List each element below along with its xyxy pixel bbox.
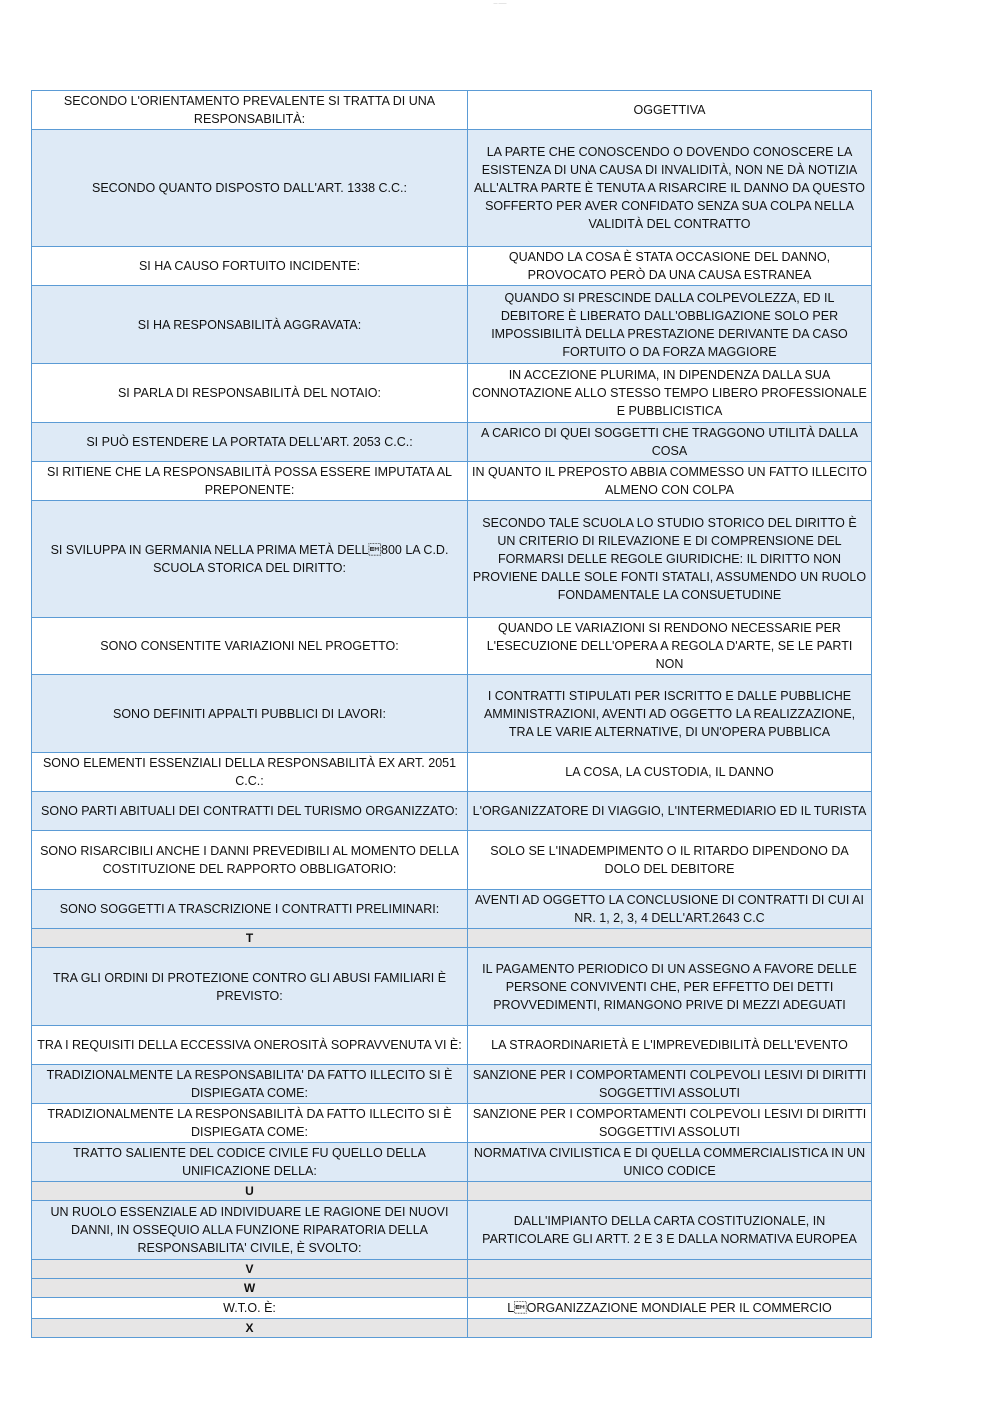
- section-letter: U: [32, 1182, 468, 1201]
- question-cell: SI PARLA DI RESPONSABILITÀ DEL NOTAIO:: [32, 364, 468, 423]
- table-row: [32, 247, 872, 286]
- answer-cell: NORMATIVA CIVILISTICA E DI QUELLA COMMERCIALISTICA IN UN UNICO CODICE: [468, 1143, 872, 1182]
- question-cell: SI SVILUPPA IN GERMANIA NELLA PRIMA METÀ DELL800 LA C.D. SCUOLA STORICA DEL DIRITTO:: [32, 501, 468, 618]
- question-cell: SONO DEFINITI APPALTI PUBBLICI DI LAVORI:: [32, 675, 468, 753]
- answer-cell: AVENTI AD OGGETTO LA CONCLUSIONE DI CONTRATTI DI CUI AI NR. 1, 2, 3, 4 DELL'ART.2643 C.C: [468, 890, 872, 929]
- question-answer-table: [31, 90, 872, 1338]
- table-row: [32, 1298, 872, 1319]
- answer-cell: QUANDO LE VARIAZIONI SI RENDONO NECESSARIE PER L'ESECUZIONE DELL'OPERA A REGOLA D'ARTE, SE LE PARTI NON: [468, 618, 872, 675]
- answer-cell: SANZIONE PER I COMPORTAMENTI COLPEVOLI LESIVI DI DIRITTI SOGGETTIVI ASSOLUTI: [468, 1104, 872, 1143]
- answer-cell: QUANDO LA COSA È STATA OCCASIONE DEL DANNO, PROVOCATO PERÒ DA UNA CAUSA ESTRANEA: [468, 247, 872, 286]
- table-row: [32, 1026, 872, 1065]
- question-cell: SONO SOGGETTI A TRASCRIZIONE I CONTRATTI PRELIMINARI:: [32, 890, 468, 929]
- answer-cell: LORGANIZZAZIONE MONDIALE PER IL COMMERCIO: [468, 1298, 872, 1319]
- answer-cell: LA STRAORDINARIETÀ E L'IMPREVEDIBILITÀ DELL'EVENTO: [468, 1026, 872, 1065]
- question-cell: TRA I REQUISITI DELLA ECCESSIVA ONEROSITÀ SOPRAVVENUTA VI È:: [32, 1026, 468, 1065]
- table-row: [32, 618, 872, 675]
- answer-cell: LA COSA, LA CUSTODIA, IL DANNO: [468, 753, 872, 792]
- question-cell: SI HA CAUSO FORTUITO INCIDENTE:: [32, 247, 468, 286]
- section-letter-row: [32, 1279, 872, 1298]
- table-row: [32, 1201, 872, 1260]
- table-row: [32, 831, 872, 890]
- question-cell: SONO PARTI ABITUALI DEI CONTRATTI DEL TURISMO ORGANIZZATO:: [32, 792, 468, 831]
- answer-cell: [468, 1319, 872, 1338]
- page-header-mark: — ——: [493, 0, 507, 5]
- answer-cell: L'ORGANIZZATORE DI VIAGGIO, L'INTERMEDIARIO ED IL TURISTA: [468, 792, 872, 831]
- answer-cell: IN ACCEZIONE PLURIMA, IN DIPENDENZA DALLA SUA CONNOTAZIONE ALLO STESSO TEMPO LIBERO PROFESSIONALE E PUBBLICISTICA: [468, 364, 872, 423]
- question-cell: SI PUÒ ESTENDERE LA PORTATA DELL'ART. 2053 C.C.:: [32, 423, 468, 462]
- table-row: [32, 423, 872, 462]
- table-row: [32, 501, 872, 618]
- answer-cell: SANZIONE PER I COMPORTAMENTI COLPEVOLI LESIVI DI DIRITTI SOGGETTIVI ASSOLUTI: [468, 1065, 872, 1104]
- answer-cell: [468, 1279, 872, 1298]
- section-letter-row: [32, 1182, 872, 1201]
- section-letter: T: [32, 929, 468, 948]
- table-row: [32, 753, 872, 792]
- question-cell: SI HA RESPONSABILITÀ AGGRAVATA:: [32, 286, 468, 364]
- answer-cell: OGGETTIVA: [468, 91, 872, 130]
- question-cell: TRATTO SALIENTE DEL CODICE CIVILE FU QUELLO DELLA UNIFICAZIONE DELLA:: [32, 1143, 468, 1182]
- answer-cell: QUANDO SI PRESCINDE DALLA COLPEVOLEZZA, ED IL DEBITORE È LIBERATO DALL'OBBLIGAZIONE SOLO PER IMPOSSIBILITÀ DELLA PRESTAZIONE DERIVANTE DA CASO FORTUITO O DA FORZA MAGGIORE: [468, 286, 872, 364]
- table-row: [32, 364, 872, 423]
- question-cell: TRADIZIONALMENTE LA RESPONSABILITÀ DA FATTO ILLECITO SI È DISPIEGATA COME:: [32, 1104, 468, 1143]
- section-letter-row: [32, 929, 872, 948]
- table-row: [32, 462, 872, 501]
- question-cell: TRADIZIONALMENTE LA RESPONSABILITA' DA FATTO ILLECITO SI È DISPIEGATA COME:: [32, 1065, 468, 1104]
- table-row: [32, 890, 872, 929]
- answer-cell: LA PARTE CHE CONOSCENDO O DOVENDO CONOSCERE LA ESISTENZA DI UNA CAUSA DI INVALIDITÀ, NON NE DÀ NOTIZIA ALL'ALTRA PARTE È TENUTA A RISARCIRE IL DANNO DA QUESTO SOFFERTO PER AVER CONFIDATO SENZA SUA COLPA NELLA VALIDITÀ DEL CONTRATTO: [468, 130, 872, 247]
- question-cell: SECONDO QUANTO DISPOSTO DALL'ART. 1338 C.C.:: [32, 130, 468, 247]
- answer-cell: DALL'IMPIANTO DELLA CARTA COSTITUZIONALE, IN PARTICOLARE GLI ARTT. 2 E 3 E DALLA NORMATIVA EUROPEA: [468, 1201, 872, 1260]
- question-cell: SONO RISARCIBILI ANCHE I DANNI PREVEDIBILI AL MOMENTO DELLA COSTITUZIONE DEL RAPPORTO OBBLIGATORIO:: [32, 831, 468, 890]
- table-row: [32, 91, 872, 130]
- table-row: [32, 130, 872, 247]
- question-cell: UN RUOLO ESSENZIALE AD INDIVIDUARE LE RAGIONE DEI NUOVI DANNI, IN OSSEQUIO ALLA FUNZIONE RIPARATORIA DELLA RESPONSABILITA' CIVILE, È SVOLTO:: [32, 1201, 468, 1260]
- table-row: [32, 948, 872, 1026]
- table-row: [32, 1104, 872, 1143]
- table-row: [32, 792, 872, 831]
- table-row: [32, 675, 872, 753]
- question-cell: SONO CONSENTITE VARIAZIONI NEL PROGETTO:: [32, 618, 468, 675]
- answer-cell: SECONDO TALE SCUOLA LO STUDIO STORICO DEL DIRITTO È UN CRITERIO DI RILEVAZIONE E DI COMPRENSIONE DEL FORMARSI DELLE REGOLE GIURIDICHE: IL DIRITTO NON PROVIENE DALLE SOLE FONTI STATALI, ASSUMENDO UN RUOLO FONDAMENTALE LA CONSUETUDINE: [468, 501, 872, 618]
- question-cell: W.T.O. È:: [32, 1298, 468, 1319]
- section-letter-row: [32, 1260, 872, 1279]
- table-row: [32, 1143, 872, 1182]
- answer-cell: I CONTRATTI STIPULATI PER ISCRITTO E DALLE PUBBLICHE AMMINISTRAZIONI, AVENTI AD OGGETTO LA REALIZZAZIONE, TRA LE VARIE ALTERNATIVE, DI UN'OPERA PUBBLICA: [468, 675, 872, 753]
- table-row: [32, 1065, 872, 1104]
- answer-cell: A CARICO DI QUEI SOGGETTI CHE TRAGGONO UTILITÀ DALLA COSA: [468, 423, 872, 462]
- answer-cell: [468, 1260, 872, 1279]
- answer-cell: [468, 929, 872, 948]
- answer-cell: IL PAGAMENTO PERIODICO DI UN ASSEGNO A FAVORE DELLE PERSONE CONVIVENTI CHE, PER EFFETTO DEI DETTI PROVVEDIMENTI, RIMANGONO PRIVE DI MEZZI ADEGUATI: [468, 948, 872, 1026]
- section-letter: X: [32, 1319, 468, 1338]
- section-letter: V: [32, 1260, 468, 1279]
- answer-cell: IN QUANTO IL PREPOSTO ABBIA COMMESSO UN FATTO ILLECITO ALMENO CON COLPA: [468, 462, 872, 501]
- question-cell: SECONDO L'ORIENTAMENTO PREVALENTE SI TRATTA DI UNA RESPONSABILITÀ:: [32, 91, 468, 130]
- question-cell: TRA GLI ORDINI DI PROTEZIONE CONTRO GLI ABUSI FAMILIARI È PREVISTO:: [32, 948, 468, 1026]
- section-letter-row: [32, 1319, 872, 1338]
- question-cell: SONO ELEMENTI ESSENZIALI DELLA RESPONSABILITÀ EX ART. 2051 C.C.:: [32, 753, 468, 792]
- answer-cell: [468, 1182, 872, 1201]
- question-cell: SI RITIENE CHE LA RESPONSABILITÀ POSSA ESSERE IMPUTATA AL PREPONENTE:: [32, 462, 468, 501]
- answer-cell: SOLO SE L'INADEMPIMENTO O IL RITARDO DIPENDONO DA DOLO DEL DEBITORE: [468, 831, 872, 890]
- section-letter: W: [32, 1279, 468, 1298]
- table-row: [32, 286, 872, 364]
